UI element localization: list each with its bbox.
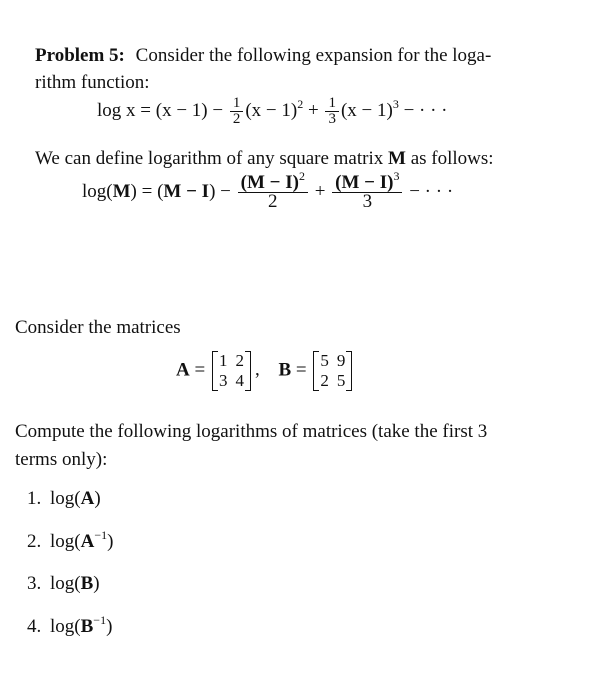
item-symbol: B xyxy=(80,616,94,637)
mseries-frac-cube xyxy=(332,169,402,212)
scalar-lhs: log x = (x − 1) − xyxy=(97,99,224,121)
matrix-A-grid xyxy=(218,351,245,391)
matrix-B-right-bracket xyxy=(346,351,352,391)
mseries-frac1-exp: 2 xyxy=(298,169,305,183)
item-log-post: ) xyxy=(93,573,100,594)
problem-label: Problem 5: xyxy=(35,45,125,66)
matrix-definition-text xyxy=(35,147,494,171)
scalar-term3-exp: 3 xyxy=(392,96,399,111)
item-number: 4. xyxy=(27,616,42,637)
matrix-A-cell: 4 xyxy=(235,371,244,390)
scalar-frac1-num: 1 xyxy=(230,96,244,112)
matrix-def-before: We can define logarithm of any square matrix xyxy=(35,148,389,169)
matrix-B-eq: = xyxy=(295,359,307,381)
scalar-frac2-num: 1 xyxy=(325,96,339,112)
matrix-B-cell: 2 xyxy=(320,371,329,390)
scalar-frac-third xyxy=(325,96,339,127)
matrix-B-cell: 9 xyxy=(336,351,346,370)
scalar-frac-half xyxy=(230,96,244,127)
scalar-term3: (x − 1) xyxy=(340,99,393,121)
scalar-tail: − · · · xyxy=(403,99,448,121)
item-log-pre: log( xyxy=(50,531,81,552)
scalar-term2-exp: 2 xyxy=(297,96,304,111)
matrices-comma: , xyxy=(254,359,260,381)
item-exponent: −1 xyxy=(93,613,107,627)
mseries-plus: + xyxy=(314,180,326,202)
mseries-frac-square xyxy=(238,169,308,212)
mseries-frac1-num: (M − I) xyxy=(240,172,299,193)
matrix-A-cell: 3 xyxy=(218,371,228,390)
list-item xyxy=(27,530,113,554)
scalar-frac1-den: 2 xyxy=(232,111,241,127)
mseries-lhs-pre: log( xyxy=(82,180,113,202)
mseries-frac1-den: 2 xyxy=(268,191,278,212)
item-exponent: −1 xyxy=(94,528,108,542)
matrix-B-label: B xyxy=(278,359,292,381)
matrix-def-symbol: M xyxy=(388,148,406,169)
matrix-B-cell: 5 xyxy=(336,371,346,390)
item-log-pre: log( xyxy=(50,488,81,509)
mseries-frac2-den: 3 xyxy=(362,191,373,212)
matrix-A xyxy=(212,351,251,391)
matrix-def-after: as follows: xyxy=(405,148,494,169)
mseries-M-I: M − I xyxy=(163,180,210,202)
mseries-tail: − · · · xyxy=(409,180,454,202)
matrix-A-right-bracket xyxy=(245,351,251,391)
list-item xyxy=(27,487,101,511)
mseries-lhs-M: M xyxy=(112,180,131,202)
problem-intro xyxy=(35,44,491,68)
problem-intro-line2: rithm function: xyxy=(35,72,150,93)
matrix-log-series xyxy=(82,169,454,212)
item-symbol: A xyxy=(80,488,95,509)
item-number: 2. xyxy=(27,531,42,552)
item-log-post: ) xyxy=(107,531,114,552)
item-symbol: A xyxy=(80,531,95,552)
matrix-B xyxy=(313,351,352,391)
matrix-B-cell: 5 xyxy=(320,351,329,370)
compute-text-line1: Compute the following logarithms of matrices (take the first 3 xyxy=(15,421,488,442)
item-log-pre: log( xyxy=(50,616,81,637)
matrices-row xyxy=(176,351,354,391)
mseries-lhs-post: ) = ( xyxy=(130,180,164,202)
item-log-pre: log( xyxy=(50,573,81,594)
item-symbol: B xyxy=(80,573,94,594)
scalar-log-series xyxy=(97,96,448,127)
mseries-close-minus: ) − xyxy=(209,180,231,202)
scalar-term2: (x − 1) xyxy=(245,99,298,121)
list-item xyxy=(27,572,100,596)
item-number: 3. xyxy=(27,573,42,594)
item-log-post: ) xyxy=(106,616,113,637)
matrix-A-cell: 2 xyxy=(235,351,244,370)
matrix-B-grid xyxy=(319,351,346,391)
scalar-plus: + xyxy=(307,99,319,121)
list-item xyxy=(27,615,112,639)
item-number: 1. xyxy=(27,488,42,509)
problem-intro-line1: Consider the following expansion for the loga- xyxy=(135,45,492,66)
compute-text-line2: terms only): xyxy=(15,449,108,470)
matrix-A-eq: = xyxy=(194,359,206,381)
item-log-post: ) xyxy=(94,488,101,509)
consider-matrices-text: Consider the matrices xyxy=(15,317,181,338)
mseries-frac2-exp: 3 xyxy=(393,169,400,183)
matrix-A-cell: 1 xyxy=(218,351,228,370)
mseries-frac2-num: (M − I) xyxy=(335,172,394,193)
matrix-A-label: A xyxy=(176,359,190,381)
scalar-frac2-den: 3 xyxy=(328,111,336,127)
